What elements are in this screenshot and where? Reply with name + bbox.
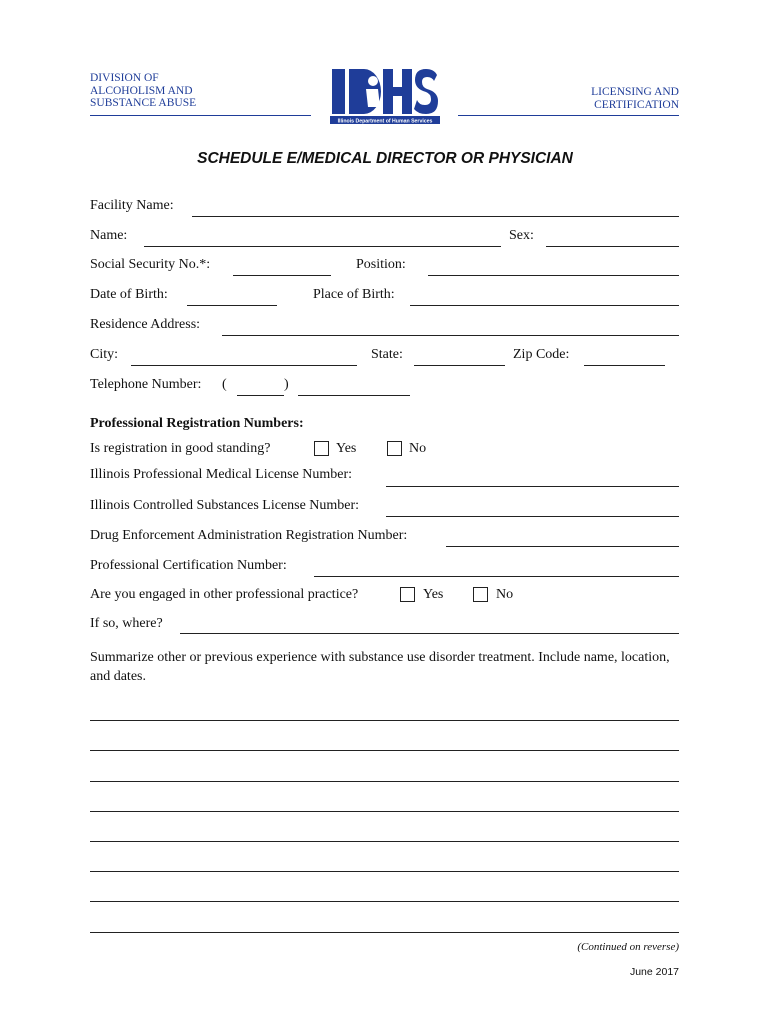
state-label: State: — [371, 347, 403, 362]
summary-line[interactable] — [90, 720, 679, 721]
summary-line[interactable] — [90, 841, 679, 842]
header-division — [90, 72, 196, 110]
header-division-line: SUBSTANCE ABUSE — [90, 97, 197, 109]
facility-name-label: Facility Name: — [90, 198, 174, 213]
name-field[interactable] — [144, 246, 501, 247]
form-date: June 2017 — [629, 966, 679, 978]
other-practice-no-checkbox[interactable] — [473, 587, 488, 602]
city-label: City: — [90, 347, 119, 362]
dob-label: Date of Birth: — [90, 287, 168, 302]
page-title: SCHEDULE E/MEDICAL DIRECTOR OR PHYSICIAN — [197, 150, 573, 167]
good-standing-no-label: No — [409, 441, 427, 456]
summary-prompt: Summarize other or previous experience with substance use disorder treatment. Include name, location, and dates. — [90, 650, 670, 684]
zip-field[interactable] — [584, 365, 665, 366]
header-rule-right — [458, 115, 679, 116]
continued-note: (Continued on reverse) — [577, 941, 679, 953]
if-so-where-field[interactable] — [180, 633, 679, 634]
good-standing-yes-checkbox[interactable] — [314, 441, 329, 456]
summary-line[interactable] — [90, 750, 679, 751]
summary-line[interactable] — [90, 871, 679, 872]
dea-label: Drug Enforcement Administration Registration Number: — [90, 528, 408, 543]
telephone-area-code-field[interactable] — [237, 395, 284, 396]
ssn-label: Social Security No.*: — [90, 257, 211, 272]
header-division-line: ALCOHOLISM AND — [90, 84, 193, 97]
header-licensing — [591, 86, 679, 111]
idhs-logo-subtext: Illinois Department of Human Services — [337, 118, 433, 125]
registration-heading: Professional Registration Numbers: — [90, 416, 304, 431]
city-field[interactable] — [131, 365, 357, 366]
position-field[interactable] — [428, 275, 679, 276]
residence-address-field[interactable] — [222, 335, 679, 336]
facility-name-field[interactable] — [192, 216, 679, 217]
state-field[interactable] — [414, 365, 505, 366]
telephone-number-field[interactable] — [298, 395, 410, 396]
place-of-birth-field[interactable] — [410, 305, 679, 306]
summary-line[interactable] — [90, 781, 679, 782]
certification-label: Professional Certification Number: — [90, 558, 287, 573]
telephone-label: Telephone Number: — [90, 377, 202, 392]
dob-field[interactable] — [187, 305, 277, 306]
other-practice-yes-checkbox[interactable] — [400, 587, 415, 602]
telephone-paren-close: ) — [284, 377, 289, 392]
place-of-birth-label: Place of Birth: — [313, 287, 395, 302]
header-rule-left — [90, 115, 311, 116]
header-licensing-line: CERTIFICATION — [594, 98, 679, 111]
idhs-logo — [330, 67, 440, 125]
sex-label: Sex: — [509, 228, 534, 243]
other-practice-yes-label: Yes — [423, 587, 444, 602]
zip-label: Zip Code: — [513, 347, 570, 362]
summary-line[interactable] — [90, 811, 679, 812]
sex-field[interactable] — [546, 246, 679, 247]
dea-field[interactable] — [446, 546, 679, 547]
summary-line[interactable] — [90, 932, 679, 933]
medical-license-field[interactable] — [386, 486, 679, 487]
good-standing-label: Is registration in good standing? — [90, 441, 271, 456]
certification-field[interactable] — [314, 576, 679, 577]
controlled-substances-label: Illinois Controlled Substances License Number: — [90, 498, 360, 513]
telephone-paren-open: ( — [222, 377, 227, 392]
if-so-where-label: If so, where? — [90, 616, 163, 631]
medical-license-label: Illinois Professional Medical License Number: — [90, 467, 353, 482]
other-practice-no-label: No — [496, 587, 514, 602]
good-standing-no-checkbox[interactable] — [387, 441, 402, 456]
good-standing-yes-label: Yes — [336, 441, 357, 456]
name-label: Name: — [90, 228, 128, 243]
idhs-logo-icon — [330, 67, 440, 125]
summary-line[interactable] — [90, 901, 679, 902]
position-label: Position: — [356, 257, 406, 272]
residence-address-label: Residence Address: — [90, 317, 201, 332]
header-division-line: DIVISION OF — [90, 72, 159, 84]
controlled-substances-field[interactable] — [386, 516, 679, 517]
ssn-field[interactable] — [233, 275, 331, 276]
header-licensing-line: LICENSING AND — [591, 86, 679, 98]
other-practice-label: Are you engaged in other professional practice? — [90, 587, 359, 602]
